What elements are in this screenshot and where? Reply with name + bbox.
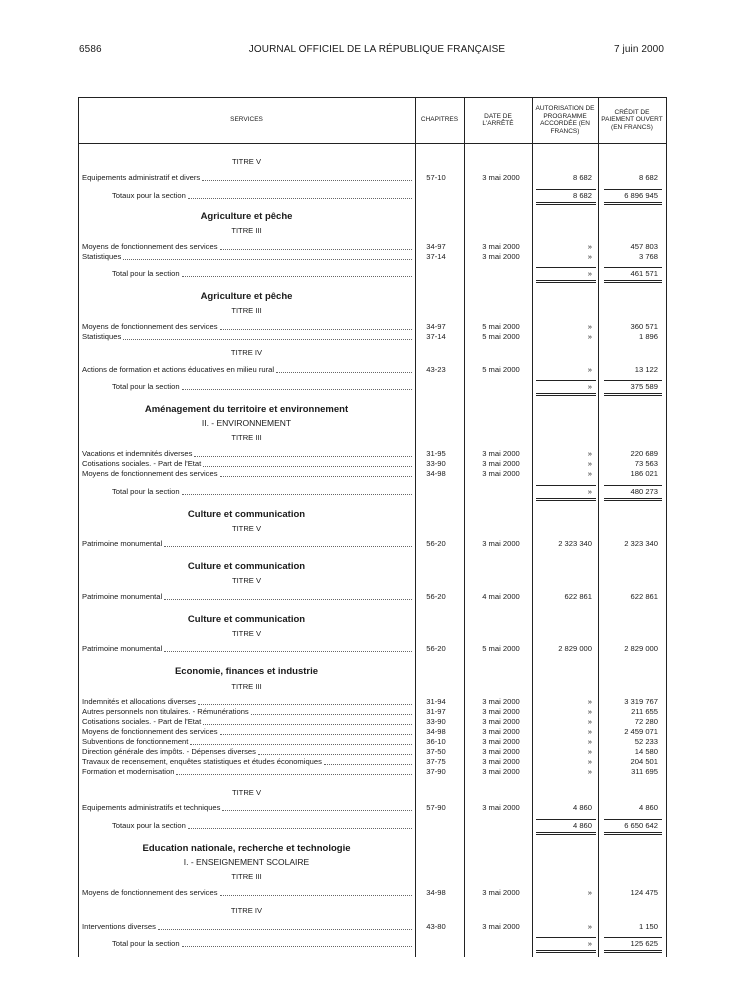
date-cell: 3 mai 2000 (482, 252, 520, 261)
table-row (78, 469, 666, 479)
dot-leader (194, 449, 412, 457)
date-cell: 3 mai 2000 (482, 922, 520, 931)
chapter-cell: 43-80 (426, 922, 446, 931)
subsection-heading: I. - ENSEIGNEMENT SCOLAIRE (183, 857, 310, 867)
service-label (82, 707, 412, 717)
credit-cell: 14 580 (634, 747, 658, 756)
table-row (78, 697, 666, 707)
dot-leader (198, 697, 412, 705)
date-cell: 3 mai 2000 (482, 173, 520, 182)
chapter-cell: 31-94 (426, 697, 446, 706)
label-text: Moyens de fonctionnement des services (82, 242, 218, 251)
journal-title: JOURNAL OFFICIEL DE LA RÉPUBLIQUE FRANÇAISE (248, 44, 506, 55)
dot-leader (220, 727, 413, 735)
label-text: Totaux pour la section (112, 191, 186, 200)
table-row (78, 717, 666, 727)
label-text: Formation et modernisation (82, 767, 175, 776)
credit-cell: 8 682 (638, 173, 658, 182)
chapter-cell: 33-90 (426, 459, 446, 468)
table-row (78, 757, 666, 767)
chapter-cell: 57-90 (426, 803, 446, 812)
autorisation-cell: » (587, 717, 592, 726)
dot-leader (123, 252, 412, 260)
label-text: Actions de formation et actions éducatives en milieu rural (82, 365, 275, 374)
page-number: 6586 (79, 44, 102, 55)
date-cell: 4 mai 2000 (482, 592, 520, 601)
dot-leader (164, 539, 412, 547)
section-heading: Culture et communication (187, 509, 306, 520)
autorisation-cell: » (587, 697, 592, 706)
autorisation-cell: » (587, 469, 592, 478)
credit-cell: 4 860 (638, 803, 658, 812)
table-row (78, 737, 666, 747)
credit-cell: 211 655 (631, 707, 658, 716)
table-row (78, 365, 666, 375)
autorisation-cell: 4 860 (572, 821, 592, 830)
titre-heading: TITRE V (231, 788, 262, 797)
column-header-autorisation: AUTORISATION DE PROGRAMME ACCORDÉE (EN FRANCS) (535, 105, 595, 135)
table-row (78, 803, 666, 813)
date-cell: 5 mai 2000 (482, 365, 520, 374)
service-label (82, 697, 412, 707)
autorisation-cell: » (587, 757, 592, 766)
autorisation-cell: 2 829 000 (558, 644, 592, 653)
autorisation-cell: » (587, 242, 592, 251)
autorisation-cell: » (587, 939, 592, 948)
service-label (82, 539, 412, 549)
credit-cell: 204 501 (630, 757, 658, 766)
label-text: Cotisations sociales. - Part de l'Etat (82, 459, 202, 468)
total-box (536, 380, 596, 396)
service-label (82, 449, 412, 459)
label-text: Travaux de recensement, enquêtes statistiques et études économiques (82, 757, 322, 766)
dot-leader (176, 767, 412, 775)
chapter-cell: 43-23 (426, 365, 446, 374)
credit-cell: 125 625 (630, 939, 658, 948)
dot-leader (220, 242, 413, 250)
chapter-cell: 34-98 (426, 469, 446, 478)
credit-cell: 622 861 (630, 592, 658, 601)
credit-cell: 1 896 (638, 332, 658, 341)
total-box (604, 267, 662, 283)
label-text: Total pour la section (112, 487, 180, 496)
table-row (78, 449, 666, 459)
credit-cell: 73 563 (634, 459, 658, 468)
dot-leader (164, 644, 412, 652)
chapter-cell: 33-90 (426, 717, 446, 726)
autorisation-cell: » (587, 322, 592, 331)
autorisation-cell: » (587, 707, 592, 716)
dot-leader (188, 821, 412, 829)
chapter-cell: 34-97 (426, 242, 446, 251)
titre-heading: TITRE V (231, 157, 262, 166)
credits-table (78, 97, 666, 957)
label-text: Subventions de fonctionnement (82, 737, 189, 746)
chapter-cell: 34-98 (426, 727, 446, 736)
dot-leader (324, 757, 412, 765)
date-cell: 5 mai 2000 (482, 322, 520, 331)
titre-heading: TITRE IV (230, 906, 263, 915)
label-text: Statistiques (82, 332, 122, 341)
chapter-cell: 57-10 (426, 173, 446, 182)
date-cell: 3 mai 2000 (482, 757, 520, 766)
column-header-chapitres: CHAPITRES (420, 116, 459, 124)
autorisation-cell: » (587, 252, 592, 261)
table-row (78, 707, 666, 717)
total-box (536, 937, 596, 953)
service-label (82, 322, 412, 332)
credit-cell: 311 695 (631, 767, 658, 776)
table-row (78, 242, 666, 252)
titre-heading: TITRE IV (230, 348, 263, 357)
table-row (78, 922, 666, 932)
column-header-date: DATE DE L'ARRÊTÉ (482, 112, 514, 127)
date-cell: 3 mai 2000 (482, 469, 520, 478)
dot-leader (276, 365, 412, 373)
autorisation-cell: » (587, 459, 592, 468)
dot-leader (182, 382, 412, 390)
label-text: Patrimoine monumental (82, 644, 163, 653)
total-box (536, 267, 596, 283)
service-label (82, 469, 412, 479)
date-cell: 3 mai 2000 (482, 717, 520, 726)
autorisation-cell: 2 323 340 (558, 539, 592, 548)
autorisation-cell: 8 682 (572, 191, 592, 200)
chapter-cell: 37-90 (426, 767, 446, 776)
autorisation-cell: » (587, 382, 592, 391)
service-label (82, 757, 412, 767)
table-row (78, 747, 666, 757)
credit-cell: 375 589 (630, 382, 658, 391)
service-label (82, 459, 412, 469)
credit-cell: 461 571 (630, 269, 658, 278)
chapter-cell: 34-98 (426, 888, 446, 897)
service-label (82, 242, 412, 252)
titre-heading: TITRE III (231, 226, 262, 235)
credit-cell: 6 896 945 (624, 191, 658, 200)
date-cell: 5 mai 2000 (482, 332, 520, 341)
credit-cell: 2 323 340 (624, 539, 658, 548)
table-row (78, 888, 666, 898)
chapter-cell: 37-75 (426, 757, 446, 766)
table-row (78, 322, 666, 332)
service-label (82, 365, 412, 375)
chapter-cell: 56-20 (426, 592, 446, 601)
dot-leader (203, 459, 412, 467)
chapter-cell: 56-20 (426, 644, 446, 653)
label-text: Direction générale des impôts. - Dépenses diverses (82, 747, 256, 756)
credit-cell: 457 803 (630, 242, 658, 251)
dot-leader (220, 469, 413, 477)
autorisation-cell: » (587, 922, 592, 931)
chapter-cell: 36-10 (426, 737, 446, 746)
label-text: Patrimoine monumental (82, 592, 163, 601)
dot-leader (182, 269, 412, 277)
titre-heading: TITRE V (231, 629, 262, 638)
column-header-services: SERVICES (230, 116, 263, 124)
dot-leader (164, 592, 412, 600)
service-label (82, 173, 412, 183)
service-label (82, 332, 412, 342)
chapter-cell: 37-14 (426, 332, 446, 341)
total-box (536, 485, 596, 501)
credit-cell: 3 319 767 (624, 697, 658, 706)
credit-cell: 2 829 000 (624, 644, 658, 653)
total-box (536, 819, 596, 835)
chapter-cell: 34-97 (426, 322, 446, 331)
credit-cell: 480 273 (630, 487, 658, 496)
service-label (82, 592, 412, 602)
dot-leader (182, 939, 412, 947)
autorisation-cell: 622 861 (564, 592, 592, 601)
dot-leader (220, 888, 413, 896)
autorisation-cell: » (587, 888, 592, 897)
service-label (82, 737, 412, 747)
autorisation-cell: » (587, 332, 592, 341)
dot-leader (182, 487, 412, 495)
column-header-credit: CRÉDIT DE PAIEMENT OUVERT (EN FRANCS) (601, 108, 663, 131)
service-label (112, 939, 412, 949)
service-label (82, 803, 412, 813)
table-row (78, 767, 666, 777)
date-cell: 3 mai 2000 (482, 803, 520, 812)
date-cell: 3 mai 2000 (482, 707, 520, 716)
service-label (112, 191, 412, 201)
titre-heading: TITRE III (231, 433, 262, 442)
table-row (78, 252, 666, 262)
label-text: Equipements administratif et divers (82, 173, 201, 182)
titre-heading: TITRE III (231, 306, 262, 315)
total-box (604, 937, 662, 953)
subsection-heading: II. - ENVIRONNEMENT (201, 418, 292, 428)
label-text: Statistiques (82, 252, 122, 261)
service-label (82, 717, 412, 727)
credit-cell: 1 150 (638, 922, 658, 931)
autorisation-cell: » (587, 269, 592, 278)
total-box (536, 189, 596, 205)
chapter-cell: 37-50 (426, 747, 446, 756)
date-cell: 3 mai 2000 (482, 888, 520, 897)
label-text: Moyens de fonctionnement des services (82, 727, 218, 736)
label-text: Total pour la section (112, 382, 180, 391)
section-heading: Education nationale, recherche et technologie (142, 843, 351, 854)
credit-cell: 3 768 (638, 252, 658, 261)
date-cell: 3 mai 2000 (482, 727, 520, 736)
label-text: Vacations et indemnités diverses (82, 449, 193, 458)
dot-leader (251, 707, 412, 715)
autorisation-cell: » (587, 737, 592, 746)
section-heading: Culture et communication (187, 614, 306, 625)
date-cell: 3 mai 2000 (482, 697, 520, 706)
credit-cell: 360 571 (630, 322, 658, 331)
service-label (82, 252, 412, 262)
dot-leader (188, 191, 412, 199)
total-box (604, 485, 662, 501)
table-right-border (666, 97, 667, 957)
service-label (82, 922, 412, 932)
service-label (82, 644, 412, 654)
titre-heading: TITRE V (231, 576, 262, 585)
titre-heading: TITRE III (231, 682, 262, 691)
issue-date: 7 juin 2000 (613, 44, 664, 55)
service-label (82, 747, 412, 757)
label-text: Indemnités et allocations diverses (82, 697, 196, 706)
label-text: Equipements administratifs et techniques (82, 803, 221, 812)
label-text: Total pour la section (112, 939, 180, 948)
autorisation-cell: » (587, 727, 592, 736)
label-text: Moyens de fonctionnement des services (82, 322, 218, 331)
date-cell: 3 mai 2000 (482, 539, 520, 548)
credit-cell: 220 689 (630, 449, 658, 458)
dot-leader (202, 173, 412, 181)
table-row (78, 459, 666, 469)
autorisation-cell: » (587, 449, 592, 458)
date-cell: 3 mai 2000 (482, 767, 520, 776)
dot-leader (123, 332, 412, 340)
service-label (82, 888, 412, 898)
table-row (78, 727, 666, 737)
date-cell: 3 mai 2000 (482, 737, 520, 746)
credit-cell: 124 475 (630, 888, 658, 897)
date-cell: 3 mai 2000 (482, 449, 520, 458)
label-text: Cotisations sociales. - Part de l'Etat (82, 717, 202, 726)
date-cell: 3 mai 2000 (482, 242, 520, 251)
section-heading: Agriculture et pêche (200, 291, 293, 302)
credit-cell: 13 122 (634, 365, 658, 374)
service-label (112, 382, 412, 392)
label-text: Moyens de fonctionnement des services (82, 888, 218, 897)
credit-cell: 2 459 071 (624, 727, 658, 736)
table-row (78, 173, 666, 183)
autorisation-cell: 8 682 (572, 173, 592, 182)
section-heading: Economie, finances et industrie (174, 666, 319, 677)
credit-cell: 72 280 (634, 717, 658, 726)
section-heading: Culture et communication (187, 561, 306, 572)
total-box (604, 380, 662, 396)
table-row (78, 539, 666, 549)
autorisation-cell: » (587, 767, 592, 776)
autorisation-cell: » (587, 365, 592, 374)
total-box (604, 819, 662, 835)
dot-leader (190, 737, 412, 745)
table-row (78, 332, 666, 342)
label-text: Total pour la section (112, 269, 180, 278)
chapter-cell: 37-14 (426, 252, 446, 261)
label-text: Totaux pour la section (112, 821, 186, 830)
total-box (604, 189, 662, 205)
service-label (82, 767, 412, 777)
dot-leader (222, 803, 412, 811)
table-row (78, 644, 666, 654)
autorisation-cell: » (587, 747, 592, 756)
credit-cell: 186 021 (630, 469, 658, 478)
dot-leader (203, 717, 412, 725)
dot-leader (158, 922, 412, 930)
header-bottom-rule (78, 143, 666, 144)
dot-leader (220, 322, 413, 330)
service-label (112, 821, 412, 831)
label-text: Interventions diverses (82, 922, 156, 931)
section-heading: Agriculture et pêche (200, 211, 293, 222)
label-text: Autres personnels non titulaires. - Rémunérations (82, 707, 249, 716)
autorisation-cell: 4 860 (572, 803, 592, 812)
credit-cell: 52 233 (634, 737, 658, 746)
chapter-cell: 31-97 (426, 707, 446, 716)
label-text: Patrimoine monumental (82, 539, 163, 548)
autorisation-cell: » (587, 487, 592, 496)
date-cell: 3 mai 2000 (482, 747, 520, 756)
titre-heading: TITRE V (231, 524, 262, 533)
service-label (112, 269, 412, 279)
table-row (78, 592, 666, 602)
service-label (82, 727, 412, 737)
chapter-cell: 31-95 (426, 449, 446, 458)
service-label (112, 487, 412, 497)
titre-heading: TITRE III (231, 872, 262, 881)
chapter-cell: 56-20 (426, 539, 446, 548)
label-text: Moyens de fonctionnement des services (82, 469, 218, 478)
date-cell: 5 mai 2000 (482, 644, 520, 653)
dot-leader (258, 747, 412, 755)
date-cell: 3 mai 2000 (482, 459, 520, 468)
section-heading: Aménagement du territoire et environnement (144, 404, 349, 415)
credit-cell: 6 650 642 (624, 821, 658, 830)
